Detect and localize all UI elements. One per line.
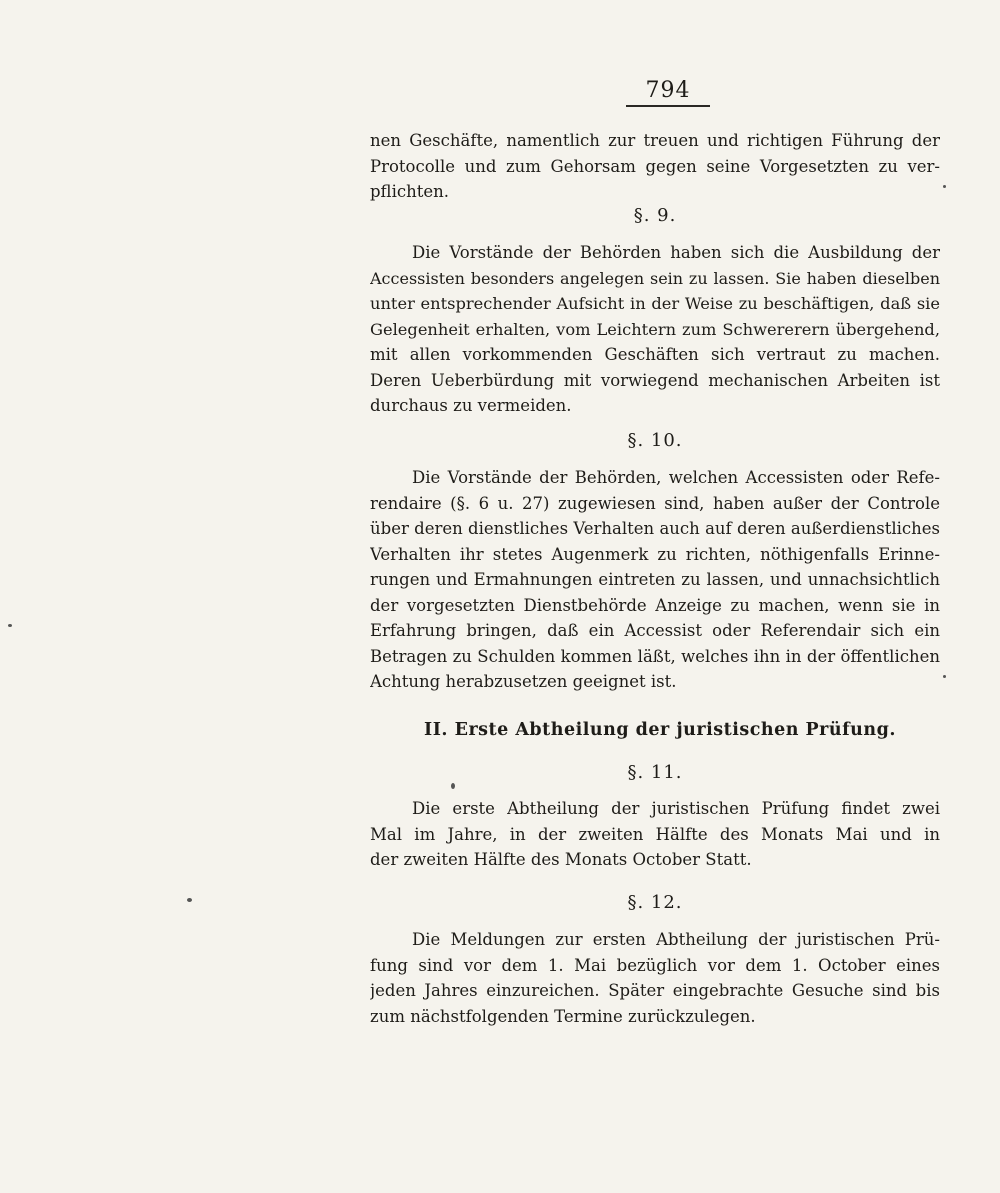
- section-11-paragraph: [370, 796, 940, 873]
- division-heading: [390, 720, 930, 740]
- scan-speck: [451, 783, 455, 789]
- scan-speck: [943, 675, 946, 678]
- text-line: Gelegenheit erhalten, vom Leichtern zum Schwererern übergehend,: [370, 319, 940, 339]
- text-line: fung sind vor dem 1. Mai bezüglich vor dem 1. October eines: [370, 955, 940, 975]
- text-line: unter entsprechender Aufsicht in der Weise zu beschäftigen, daß sie: [370, 294, 940, 313]
- text-line: Deren Ueberbürdung mit vorwiegend mechanischen Arbeiten ist: [370, 370, 940, 390]
- text-line: Protocolle und zum Gehorsam gegen seine Vorgesetzten zu ver-: [370, 156, 940, 176]
- intro-paragraph: [370, 128, 940, 205]
- text-line: der vorgesetzten Dienstbehörde Anzeige zu machen, wenn sie in: [370, 595, 940, 615]
- text-line: Achtung herabzusetzen geeignet ist.: [370, 672, 677, 691]
- text-line: nen Geschäfte, namentlich zur treuen und richtigen Führung der: [370, 131, 940, 150]
- page-number: 794: [626, 78, 710, 107]
- text-line: Die Meldungen zur ersten Abtheilung der juristischen Prü-: [412, 930, 940, 949]
- section-heading-12: §. 12.: [627, 892, 683, 913]
- text-line: rungen und Ermahnungen eintreten zu lassen, und unnachsichtlich: [370, 570, 940, 589]
- division-title: Erste Abtheilung der juristischen Prüfung.: [454, 720, 896, 740]
- text-line: Verhalten ihr stetes Augenmerk zu richten, nöthigenfalls Erinne-: [370, 544, 940, 564]
- division-numeral: II.: [424, 720, 449, 740]
- section-12-paragraph: [370, 927, 940, 1029]
- text-line: Accessisten besonders angelegen sein zu lassen. Sie haben dieselben: [370, 268, 940, 288]
- text-line: Erfahrung bringen, daß ein Accessist oder Referendair sich ein: [370, 621, 940, 640]
- text-line: durchaus zu vermeiden.: [370, 396, 572, 415]
- text-line: jeden Jahres einzureichen. Später eingebrachte Gesuche sind bis: [370, 981, 940, 1000]
- scan-speck: [943, 185, 946, 188]
- section-heading-10: §. 10.: [627, 430, 683, 451]
- text-line: Die Vorstände der Behörden haben sich die Ausbildung der: [412, 243, 940, 262]
- text-line: Die Vorstände der Behörden, welchen Accessisten oder Refe-: [412, 468, 940, 487]
- text-line: Mal im Jahre, in der zweiten Hälfte des Monats Mai und in: [370, 824, 940, 844]
- section-10-paragraph: [370, 465, 940, 695]
- text-line: der zweiten Hälfte des Monats October Statt.: [370, 850, 752, 869]
- text-line: pflichten.: [370, 182, 449, 201]
- scan-speck: [8, 624, 12, 627]
- text-line: Die erste Abtheilung der juristischen Prüfung findet zwei: [412, 799, 940, 818]
- section-heading-9: §. 9.: [633, 205, 677, 226]
- section-9-paragraph: [370, 240, 940, 419]
- text-line: zum nächstfolgenden Termine zurückzulegen.: [370, 1006, 756, 1026]
- section-heading-11: §. 11.: [627, 762, 683, 783]
- text-line: Betragen zu Schulden kommen läßt, welches ihn in der öffentlichen: [370, 646, 940, 666]
- text-line: mit allen vorkommenden Geschäften sich vertraut zu machen.: [370, 345, 940, 364]
- scan-speck: [187, 898, 192, 902]
- text-line: rendaire (§. 6 u. 27) zugewiesen sind, haben außer der Controle: [370, 493, 940, 513]
- text-line: über deren dienstliches Verhalten auch auf deren außerdienstliches: [370, 519, 940, 538]
